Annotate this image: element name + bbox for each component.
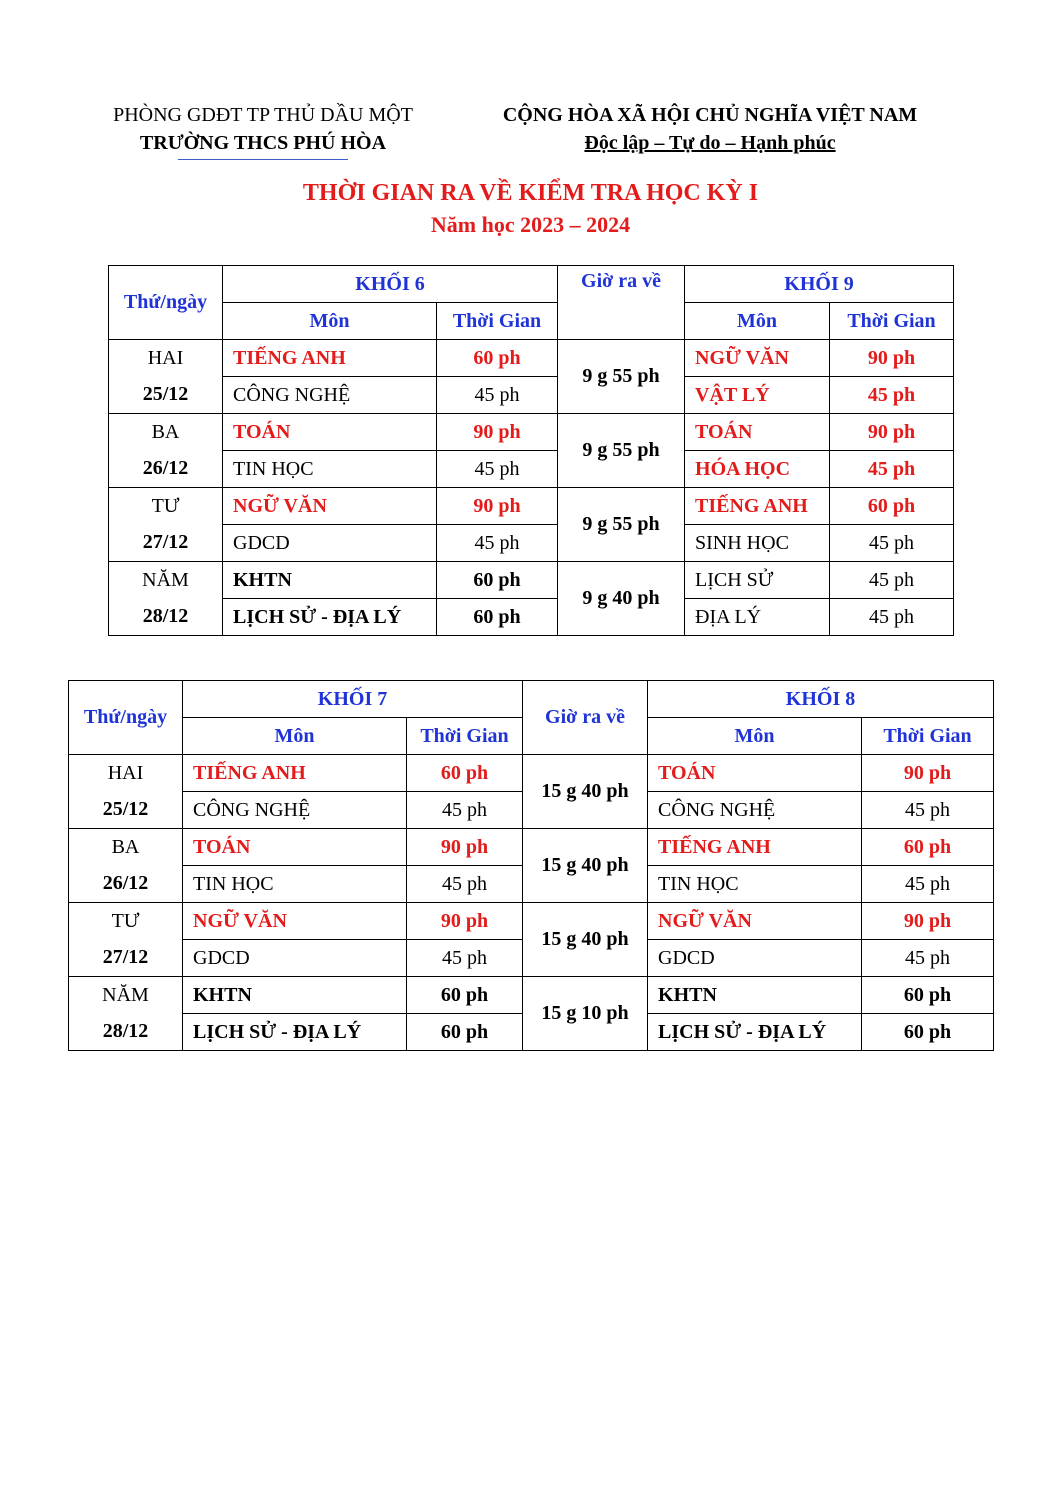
day-date: 27/12 xyxy=(109,525,223,562)
subject-cell: KHTN xyxy=(223,562,437,599)
header-row xyxy=(109,303,954,340)
duration-cell: 60 ph xyxy=(862,977,994,1014)
national-motto: Độc lập – Tự do – Hạnh phúc xyxy=(584,132,836,154)
subject-cell: GDCD xyxy=(183,940,407,977)
day-date: 27/12 xyxy=(69,940,183,977)
day-name: NĂM xyxy=(69,977,183,1014)
title-main: THỜI GIAN RA VỀ KIỂM TRA HỌC KỲ I xyxy=(302,180,759,206)
subject-cell: HÓA HỌC xyxy=(685,451,830,488)
col-header-time: Giờ ra về xyxy=(558,266,685,340)
subject-cell: ĐỊA LÝ xyxy=(685,599,830,636)
duration-cell: 60 ph xyxy=(437,599,558,636)
table-row xyxy=(109,451,954,488)
subject-cell: KHTN xyxy=(183,977,407,1014)
subject-cell: TIẾNG ANH xyxy=(183,755,407,792)
day-date: 28/12 xyxy=(69,1014,183,1051)
subject-cell: LỊCH SỬ xyxy=(685,562,830,599)
table-row xyxy=(109,377,954,414)
national-header xyxy=(470,101,950,157)
table-row xyxy=(109,414,954,451)
col-header-subject: Môn xyxy=(223,303,437,340)
col-header-duration: Thời Gian xyxy=(437,303,558,340)
col-header-subject: Môn xyxy=(183,718,407,755)
duration-cell: 45 ph xyxy=(407,792,523,829)
table-row xyxy=(69,755,994,792)
schedule-table-khoi-7-8 xyxy=(68,680,994,1051)
subject-cell: TIẾNG ANH xyxy=(223,340,437,377)
table-row xyxy=(109,340,954,377)
national-title: CỘNG HÒA XÃ HỘI CHỦ NGHĨA VIỆT NAM xyxy=(502,104,918,126)
day-date: 25/12 xyxy=(109,377,223,414)
day-date: 25/12 xyxy=(69,792,183,829)
duration-cell: 45 ph xyxy=(830,599,954,636)
table-row xyxy=(109,525,954,562)
col-header-duration: Thời Gian xyxy=(830,303,954,340)
subject-cell: KHTN xyxy=(648,977,862,1014)
day-name: NĂM xyxy=(109,562,223,599)
duration-cell: 45 ph xyxy=(862,940,994,977)
subject-cell: LỊCH SỬ - ĐỊA LÝ xyxy=(223,599,437,636)
table-row xyxy=(69,977,994,1014)
col-header-right-group: KHỐI 8 xyxy=(648,681,994,718)
title-school-year: Năm học 2023 – 2024 xyxy=(430,212,631,237)
subject-cell: VẬT LÝ xyxy=(685,377,830,414)
duration-cell: 60 ph xyxy=(437,562,558,599)
duration-cell: 45 ph xyxy=(437,525,558,562)
duration-cell: 45 ph xyxy=(407,940,523,977)
duration-cell: 45 ph xyxy=(830,451,954,488)
col-header-day: Thứ/ngày xyxy=(109,266,223,340)
day-name: HAI xyxy=(69,755,183,792)
dismissal-time: 9 g 55 ph xyxy=(558,414,685,488)
agency-header xyxy=(88,101,438,160)
subject-cell: CÔNG NGHỆ xyxy=(223,377,437,414)
subject-cell: TIN HỌC xyxy=(648,866,862,903)
duration-cell: 60 ph xyxy=(437,340,558,377)
subject-cell: TOÁN xyxy=(685,414,830,451)
dismissal-time: 15 g 40 ph xyxy=(523,903,648,977)
header-row xyxy=(109,266,954,303)
table-row xyxy=(109,488,954,525)
dismissal-time: 9 g 55 ph xyxy=(558,340,685,414)
table-body xyxy=(69,681,994,1051)
schedule-table-khoi-6-9 xyxy=(108,265,954,636)
col-header-duration: Thời Gian xyxy=(862,718,994,755)
day-name: HAI xyxy=(109,340,223,377)
subject-cell: TOÁN xyxy=(648,755,862,792)
duration-cell: 90 ph xyxy=(830,340,954,377)
school-name: TRƯỜNG THCS PHÚ HÒA xyxy=(139,132,387,154)
duration-cell: 45 ph xyxy=(830,525,954,562)
duration-cell: 90 ph xyxy=(437,488,558,525)
duration-cell: 90 ph xyxy=(437,414,558,451)
dismissal-time: 15 g 40 ph xyxy=(523,829,648,903)
subject-cell: LỊCH SỬ - ĐỊA LÝ xyxy=(183,1014,407,1051)
duration-cell: 45 ph xyxy=(407,866,523,903)
day-name: BA xyxy=(69,829,183,866)
col-header-subject: Môn xyxy=(648,718,862,755)
day-date: 28/12 xyxy=(109,599,223,636)
subject-cell: TIN HỌC xyxy=(183,866,407,903)
day-name: BA xyxy=(109,414,223,451)
duration-cell: 60 ph xyxy=(407,755,523,792)
col-header-subject: Môn xyxy=(685,303,830,340)
duration-cell: 45 ph xyxy=(862,792,994,829)
dismissal-time: 15 g 10 ph xyxy=(523,977,648,1051)
duration-cell: 45 ph xyxy=(437,377,558,414)
col-header-day: Thứ/ngày xyxy=(69,681,183,755)
col-header-duration: Thời Gian xyxy=(407,718,523,755)
header-row xyxy=(69,681,994,718)
duration-cell: 90 ph xyxy=(407,829,523,866)
table-row xyxy=(69,829,994,866)
duration-cell: 45 ph xyxy=(830,377,954,414)
subject-cell: SINH HỌC xyxy=(685,525,830,562)
subject-cell: CÔNG NGHỆ xyxy=(183,792,407,829)
duration-cell: 60 ph xyxy=(862,1014,994,1051)
subject-cell: NGỮ VĂN xyxy=(223,488,437,525)
table-row xyxy=(69,903,994,940)
day-name: TƯ xyxy=(109,488,223,525)
day-date: 26/12 xyxy=(109,451,223,488)
col-header-left-group: KHỐI 7 xyxy=(183,681,523,718)
duration-cell: 45 ph xyxy=(830,562,954,599)
day-date: 26/12 xyxy=(69,866,183,903)
table-body xyxy=(109,266,954,636)
subject-cell: LỊCH SỬ - ĐỊA LÝ xyxy=(648,1014,862,1051)
duration-cell: 60 ph xyxy=(407,977,523,1014)
subject-cell: NGỮ VĂN xyxy=(648,903,862,940)
duration-cell: 60 ph xyxy=(407,1014,523,1051)
subject-cell: NGỮ VĂN xyxy=(685,340,830,377)
dismissal-time: 9 g 55 ph xyxy=(558,488,685,562)
subject-cell: NGỮ VĂN xyxy=(183,903,407,940)
dismissal-time: 15 g 40 ph xyxy=(523,755,648,829)
subject-cell: TIẾNG ANH xyxy=(648,829,862,866)
duration-cell: 90 ph xyxy=(862,903,994,940)
table-row xyxy=(109,599,954,636)
duration-cell: 45 ph xyxy=(862,866,994,903)
subject-cell: GDCD xyxy=(223,525,437,562)
duration-cell: 45 ph xyxy=(437,451,558,488)
school-name-underline xyxy=(178,159,348,160)
col-header-left-group: KHỐI 6 xyxy=(223,266,558,303)
subject-cell: TOÁN xyxy=(183,829,407,866)
day-name: TƯ xyxy=(69,903,183,940)
col-header-time: Giờ ra về xyxy=(523,681,648,755)
col-header-right-group: KHỐI 9 xyxy=(685,266,954,303)
subject-cell: CÔNG NGHỆ xyxy=(648,792,862,829)
subject-cell: GDCD xyxy=(648,940,862,977)
duration-cell: 90 ph xyxy=(407,903,523,940)
duration-cell: 60 ph xyxy=(830,488,954,525)
duration-cell: 90 ph xyxy=(830,414,954,451)
subject-cell: TIẾNG ANH xyxy=(685,488,830,525)
duration-cell: 90 ph xyxy=(862,755,994,792)
table-row xyxy=(109,562,954,599)
document-title xyxy=(0,176,1061,240)
dismissal-time: 9 g 40 ph xyxy=(558,562,685,636)
subject-cell: TOÁN xyxy=(223,414,437,451)
subject-cell: TIN HỌC xyxy=(223,451,437,488)
department-name: PHÒNG GDĐT TP THỦ DẦU MỘT xyxy=(113,104,413,126)
duration-cell: 60 ph xyxy=(862,829,994,866)
